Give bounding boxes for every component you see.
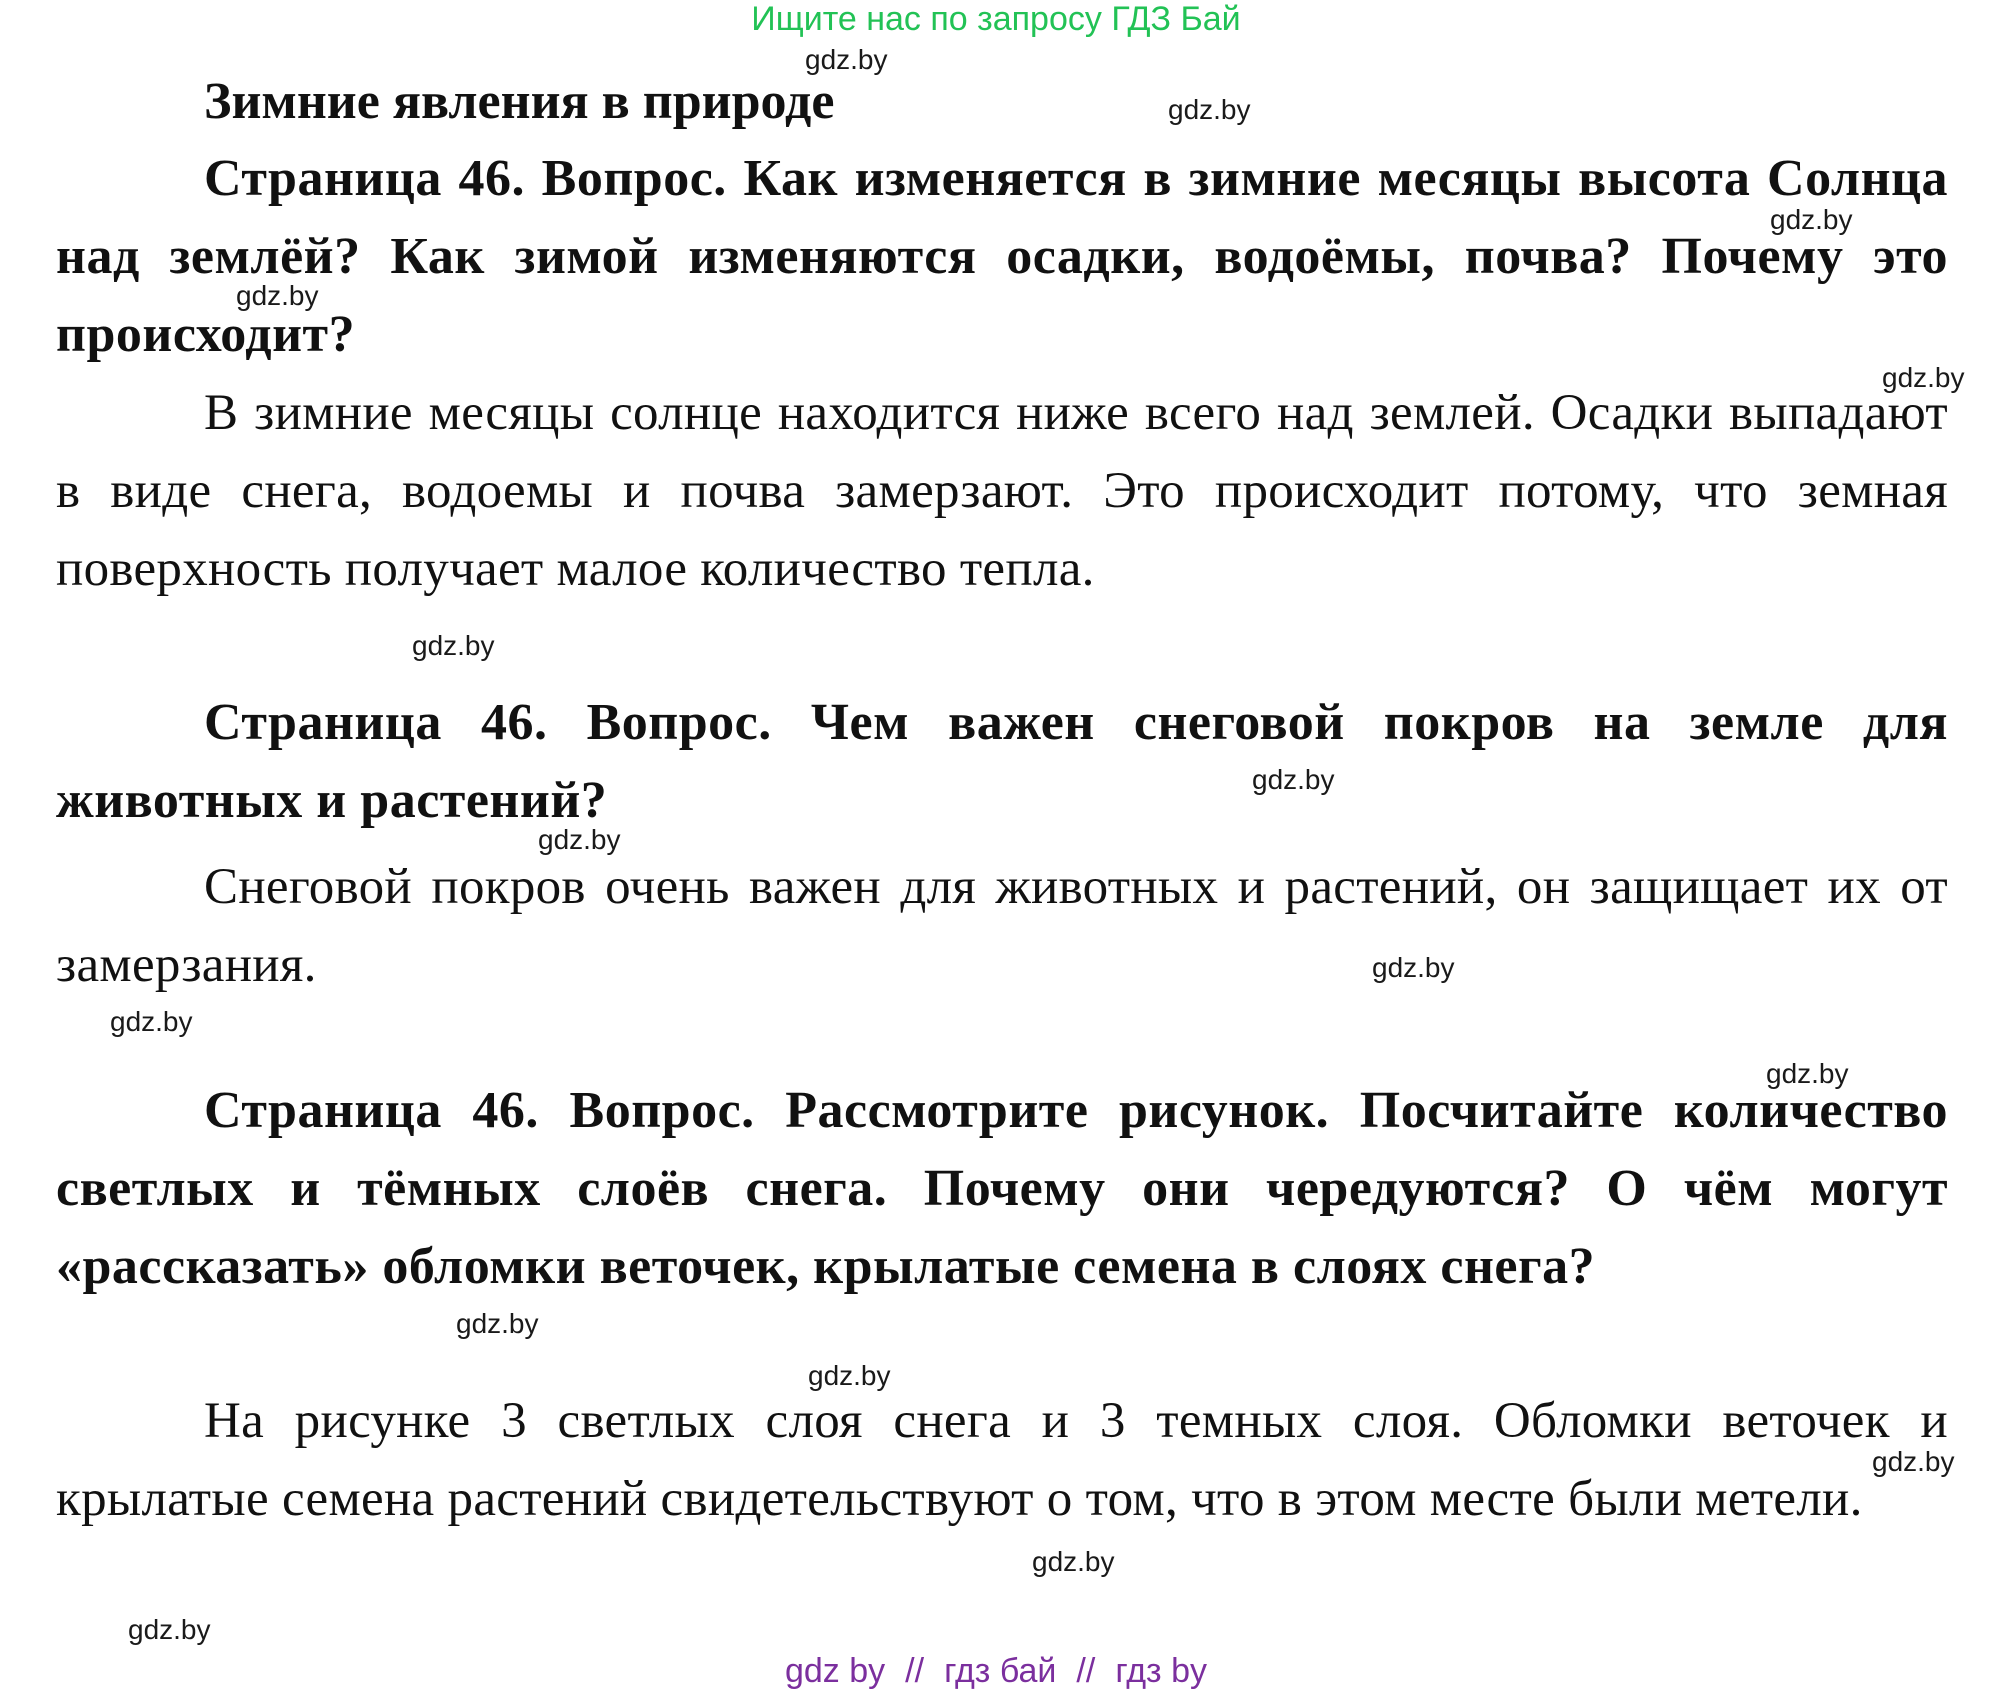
watermark: gdz.by <box>1882 362 1965 393</box>
answer-3: На рисунке 3 светлых слоя снега и 3 темных слоя. Обломки веточек и крылатые семена растений свидетельствуют о том, что в этом месте были метели. <box>56 1393 1948 1527</box>
watermark: gdz.by <box>1766 1058 1849 1089</box>
footer-links <box>0 1652 1992 1690</box>
watermark: gdz.by <box>1872 1446 1955 1477</box>
footer-link-gdz-by-ru[interactable]: гдз by <box>1115 1652 1207 1690</box>
watermark: gdz.by <box>412 630 495 661</box>
search-banner[interactable]: Ищите нас по запросу ГДЗ Бай <box>751 0 1241 38</box>
footer-link-gdz-bai[interactable]: гдз бай <box>944 1652 1057 1690</box>
footer-separator: // <box>905 1652 925 1690</box>
watermark: gdz.by <box>1372 952 1455 983</box>
question-1: Страница 46. Вопрос. Как изменяется в зимние месяцы высота Солнца над землёй? Как зимой изменяются осадки, водоёмы, почва? Почему это происходит? <box>56 150 1948 363</box>
watermark: gdz.by <box>128 1614 211 1645</box>
watermark: gdz.by <box>110 1006 193 1037</box>
page-title: Зимние явления в природе <box>204 73 835 130</box>
watermark: gdz.by <box>538 824 621 855</box>
footer-separator: // <box>1076 1652 1096 1690</box>
question-2: Страница 46. Вопрос. Чем важен снеговой покров на земле для животных и растений? <box>56 694 1948 829</box>
watermark: gdz.by <box>236 280 319 311</box>
answer-2: Снеговой покров очень важен для животных и растений, он защищает их от замерзания. <box>56 859 1948 993</box>
watermark: gdz.by <box>805 44 888 75</box>
watermark: gdz.by <box>456 1308 539 1339</box>
watermark: gdz.by <box>1032 1546 1115 1577</box>
watermark: gdz.by <box>1770 204 1853 235</box>
watermark: gdz.by <box>1168 94 1251 125</box>
answer-1: В зимние месяцы солнце находится ниже всего над землей. Осадки выпадают в виде снега, водоемы и почва замерзают. Это происходит потому, что земная поверхность получает малое количество тепла. <box>56 385 1948 597</box>
watermark: gdz.by <box>808 1360 891 1391</box>
watermark: gdz.by <box>1252 764 1335 795</box>
footer-link-gdz-by[interactable]: gdz by <box>784 1652 886 1690</box>
question-3: Страница 46. Вопрос. Рассмотрите рисунок. Посчитайте количество светлых и тёмных слоёв снега. Почему они чередуются? О чём могут «рассказать» обломки веточек, крылатые семена в слоях снега? <box>56 1082 1948 1295</box>
